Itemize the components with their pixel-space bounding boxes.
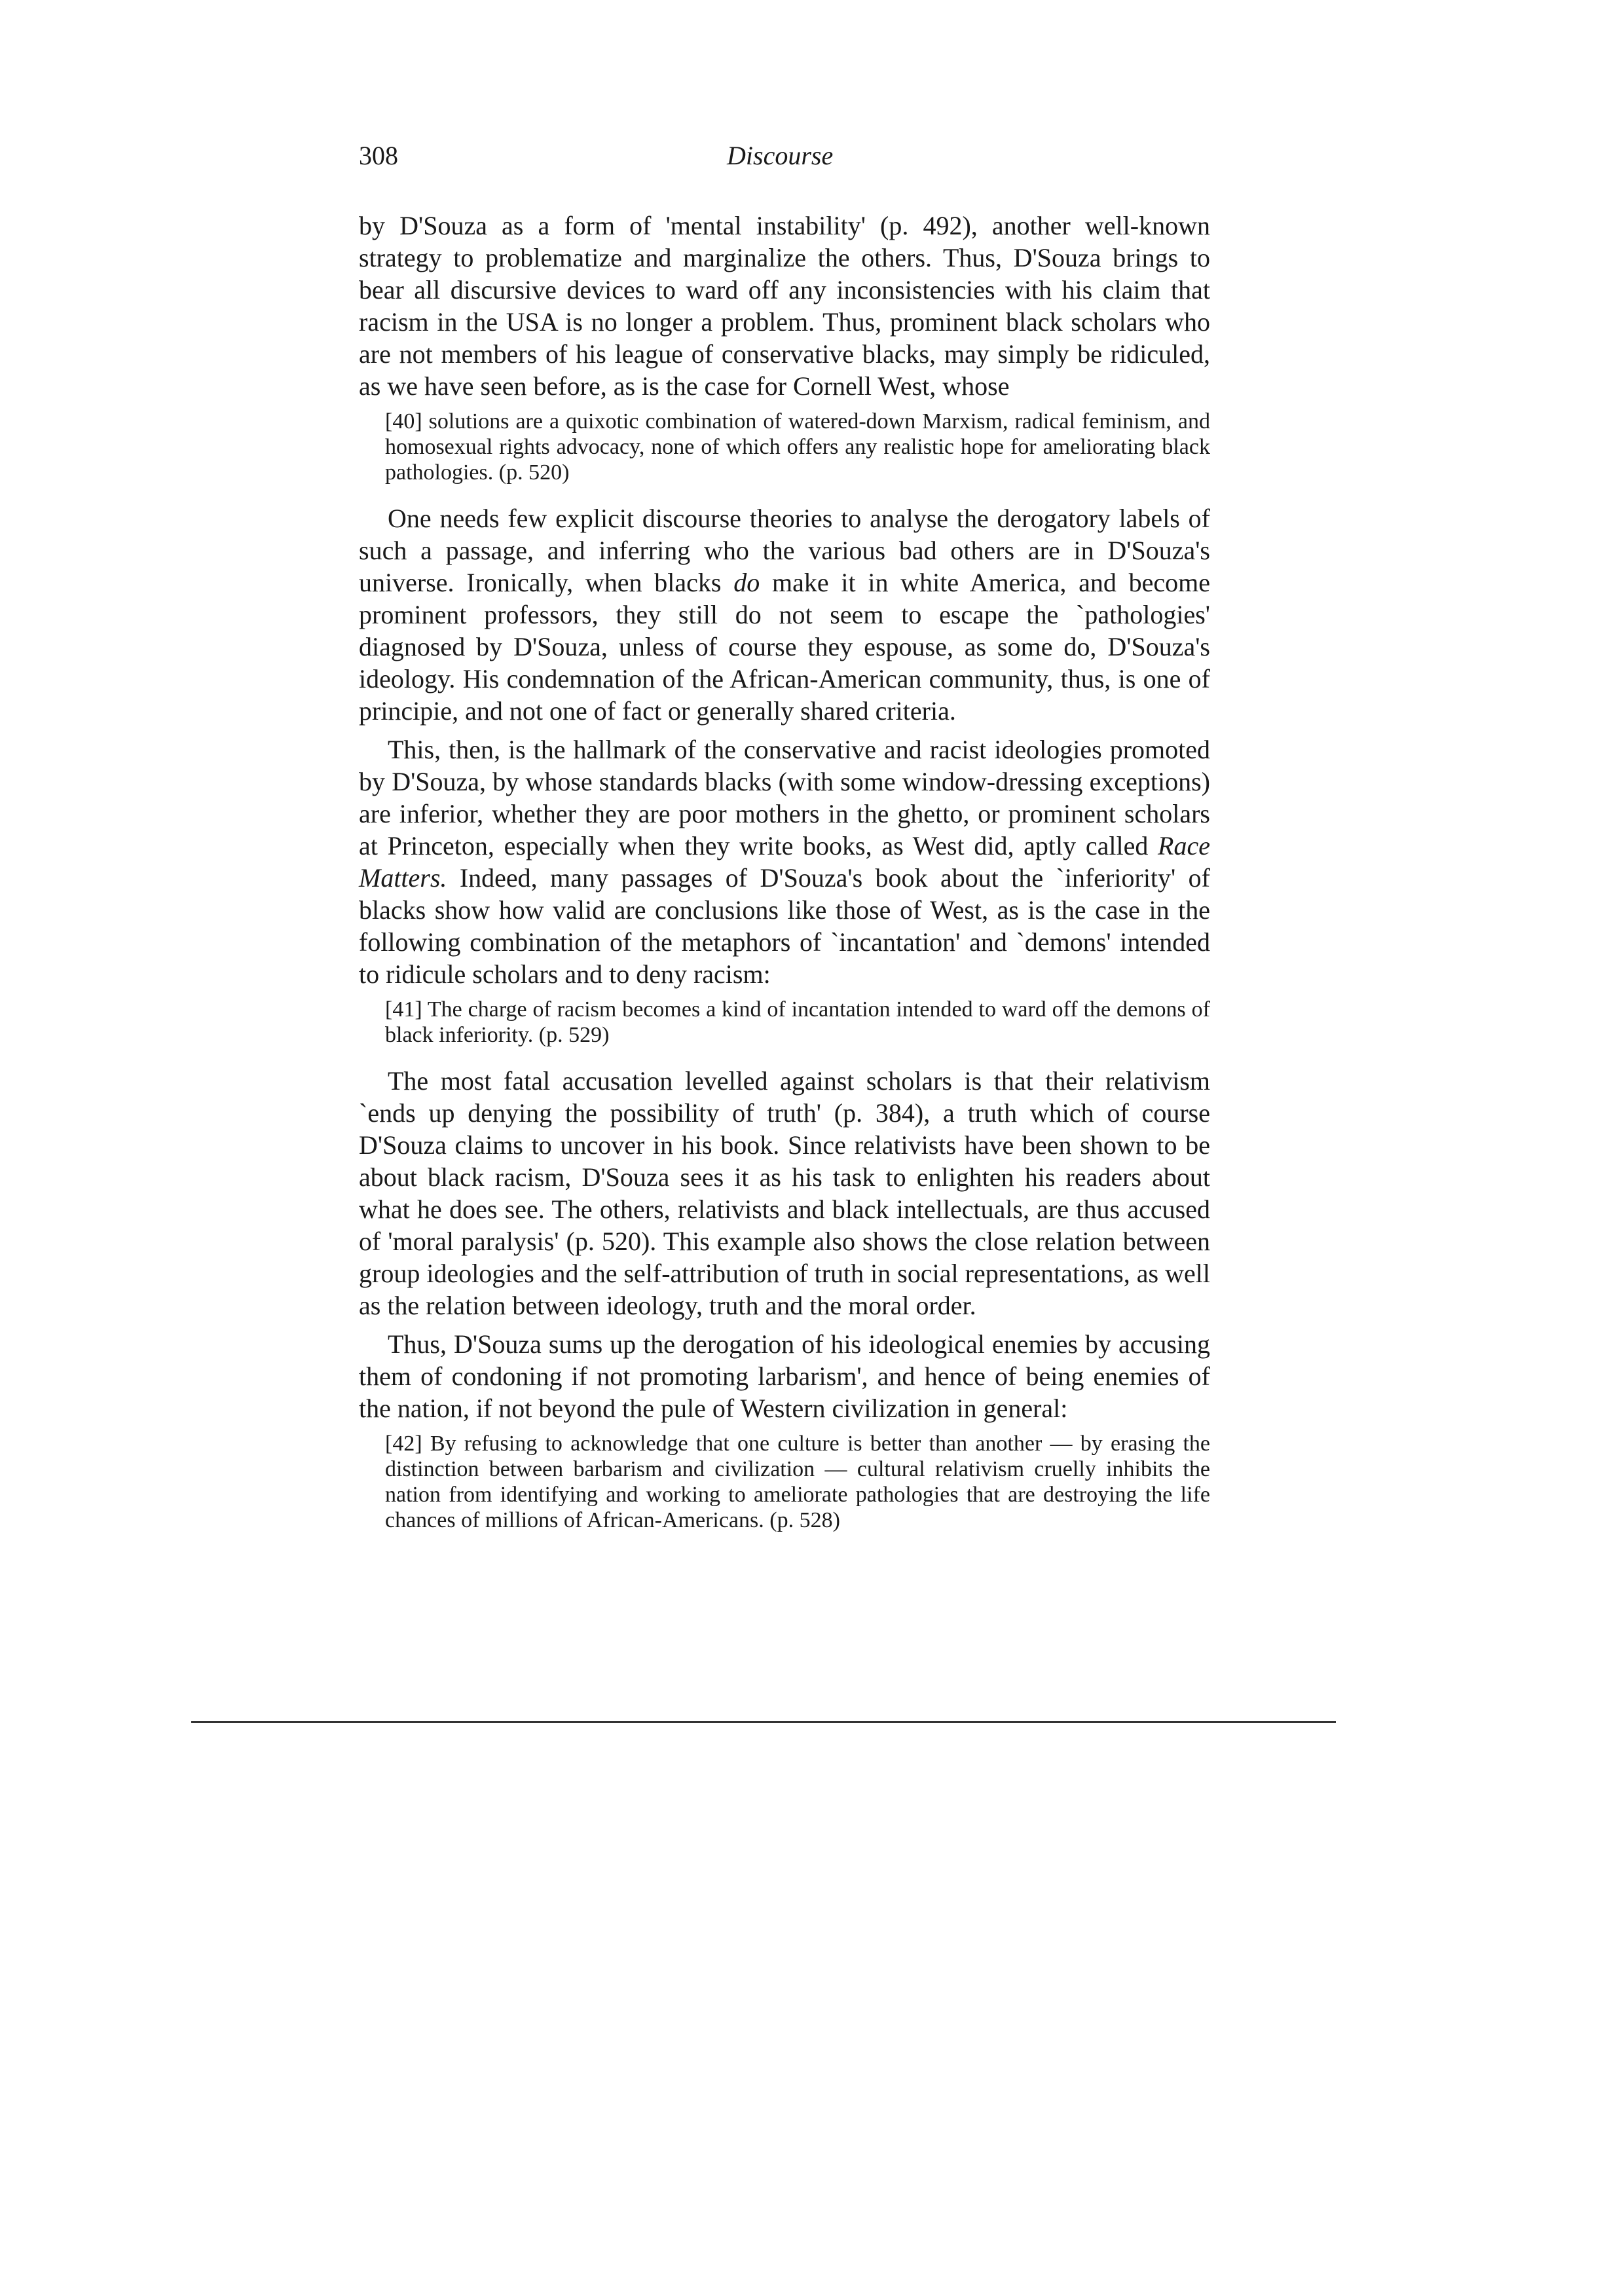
paragraph-3	[359, 733, 1210, 990]
block-quote-41: [41] The charge of racism becomes a kind of incantation intended to ward off the demons of black inferiority. (p. 529)	[385, 997, 1210, 1047]
paragraph-2-emphasis: do	[733, 568, 760, 597]
book-title-race-matters: Race Matters.	[359, 831, 1210, 893]
block-quote-42: [42] By refusing to acknowledge that one culture is better than another — by erasing the distinction between barbarism and civilization — cultural relativism cruelly inhibits the nation from identifying and working to ameliorate pathologies that are destroying the life chances of millions of African-Americans. (p. 528)	[385, 1432, 1210, 1532]
block-quote-40: [40] solutions are a quixotic combination of watered-down Marxism, radical feminism, and homosexual rights advocacy, none of which offers any realistic hope for ameliorating black pathologies. (p. 520)	[385, 409, 1210, 485]
paragraph-2-text-b: make it in white America, and become prominent professors, they still do not seem to escape the `pathologies' diagnosed by D'Souza, unless of course they espouse, as some do, D'Souza's ideology. His condemnation of the African-American community, thus, is one of principie, and not one of fact or generally shared criteria.	[359, 568, 1210, 726]
footer-rule	[191, 1721, 1336, 1723]
paragraph-5: Thus, D'Souza sums up the derogation of his ideological enemies by accusing them of condoning if not promoting larbarism', and hence of being enemies of the nation, if not beyond the pule of Western civilization in general:	[359, 1329, 1210, 1423]
paragraph-2-text-a: One needs few explicit discourse theories to analyse the derogatory labels of such a passage, and inferring who the various bad others are in D'Souza's universe. Ironically, when blacks	[359, 504, 1210, 597]
page-number: 308	[359, 141, 398, 170]
paragraph-4: The most fatal accusation levelled against scholars is that their relativism `ends up denying the possibility of truth' (p. 384), a truth which of course D'Souza claims to uncover in his book. Since relativists have been shown to be about black racism, D'Souza sees it as his task to enlighten his readers about what he does see. The others, relativists and black intellectuals, are thus accused of 'moral paralysis' (p. 520). This example also shows the close relation between group ideologies and the self-attribution of truth in social representations, as well as the relation between ideology, truth and the moral order.	[359, 1066, 1210, 1320]
paragraph-2	[359, 502, 1210, 727]
body-text	[359, 210, 1210, 1550]
running-title: Discourse	[727, 141, 834, 170]
paragraph-1: by D'Souza as a form of 'mental instability' (p. 492), another well-known strategy to problematize and marginalize the others. Thus, D'Souza brings to bear all discursive devices to ward off any inconsistencies with his claim that racism in the USA is no longer a problem. Thus, prominent black scholars who are not members of his league of conservative blacks, may simply be ridiculed, as we have seen before, as is the case for Cornell West, whose	[359, 211, 1210, 401]
paragraph-3-text-a: This, then, is the hallmark of the conservative and racist ideologies promoted by D'Souza, by whose standards blacks (with some window-dressing exceptions) are inferior, whether they are poor mothers in the ghetto, or prominent scholars at Princeton, especially when they write books, as West did, aptly called	[359, 735, 1210, 860]
paragraph-3-text-b: Indeed, many passages of D'Souza's book about the `inferiority' of blacks show how valid are conclusions like those of West, as is the case in the following combination of the metaphors of `incantation' and `demons' intended to ridicule scholars and to deny racism:	[359, 863, 1210, 989]
